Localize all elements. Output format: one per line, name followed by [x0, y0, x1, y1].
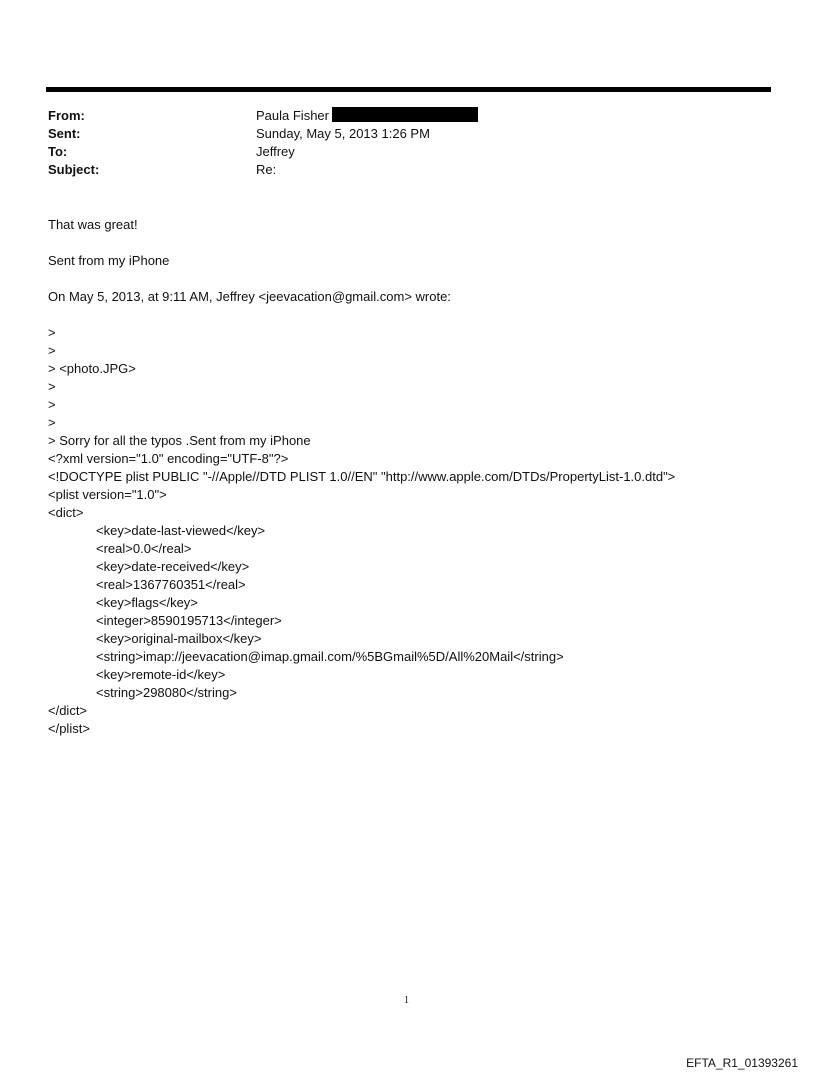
- plist-line: <!DOCTYPE plist PUBLIC "-//Apple//DTD PLIST 1.0//EN" "http://www.apple.com/DTDs/PropertyList-1.0.dtd">: [48, 469, 676, 484]
- subject-value: Re:: [256, 162, 277, 177]
- header-rule: [46, 87, 771, 92]
- body-line: On May 5, 2013, at 9:11 AM, Jeffrey <jeevacation@gmail.com> wrote:: [48, 289, 451, 304]
- plist-line: <string>298080</string>: [96, 685, 237, 700]
- quote-line: >: [48, 343, 56, 358]
- body-line: Sent from my iPhone: [48, 253, 170, 268]
- body-line: That was great!: [48, 217, 138, 232]
- plist-line: <real>0.0</real>: [96, 541, 192, 556]
- quote-line: > Sorry for all the typos .Sent from my iPhone: [48, 433, 311, 448]
- from-name: Paula Fisher: [256, 108, 329, 123]
- quote-line: > <photo.JPG>: [48, 361, 136, 376]
- redaction-box: [332, 107, 478, 122]
- from-value: [256, 107, 478, 125]
- plist-line: <?xml version="1.0" encoding="UTF-8"?>: [48, 451, 289, 466]
- plist-line: </plist>: [48, 721, 90, 736]
- plist-line: <key>date-last-viewed</key>: [96, 523, 266, 538]
- plist-line: <key>date-received</key>: [96, 559, 250, 574]
- plist-line: <key>flags</key>: [96, 595, 198, 610]
- to-value: Jeffrey: [256, 144, 295, 159]
- quote-line: >: [48, 379, 56, 394]
- sent-value: Sunday, May 5, 2013 1:26 PM: [256, 126, 430, 141]
- plist-line: </dict>: [48, 703, 88, 718]
- plist-line: <real>1367760351</real>: [96, 577, 246, 592]
- page-number: 1: [404, 995, 409, 1006]
- subject-label: Subject:: [48, 162, 100, 177]
- plist-line: <dict>: [48, 505, 84, 520]
- to-label: To:: [48, 144, 68, 159]
- sent-label: Sent:: [48, 126, 81, 141]
- plist-line: <integer>8590195713</integer>: [96, 613, 282, 628]
- plist-line: <plist version="1.0">: [48, 487, 167, 502]
- quote-line: >: [48, 325, 56, 340]
- quote-line: >: [48, 397, 56, 412]
- plist-line: <key>original-mailbox</key>: [96, 631, 262, 646]
- document-id: EFTA_R1_01393261: [686, 1056, 798, 1070]
- plist-line: <key>remote-id</key>: [96, 667, 226, 682]
- plist-line: <string>imap://jeevacation@imap.gmail.com/%5BGmail%5D/All%20Mail</string>: [96, 649, 564, 664]
- quote-line: >: [48, 415, 56, 430]
- from-label: From:: [48, 108, 85, 123]
